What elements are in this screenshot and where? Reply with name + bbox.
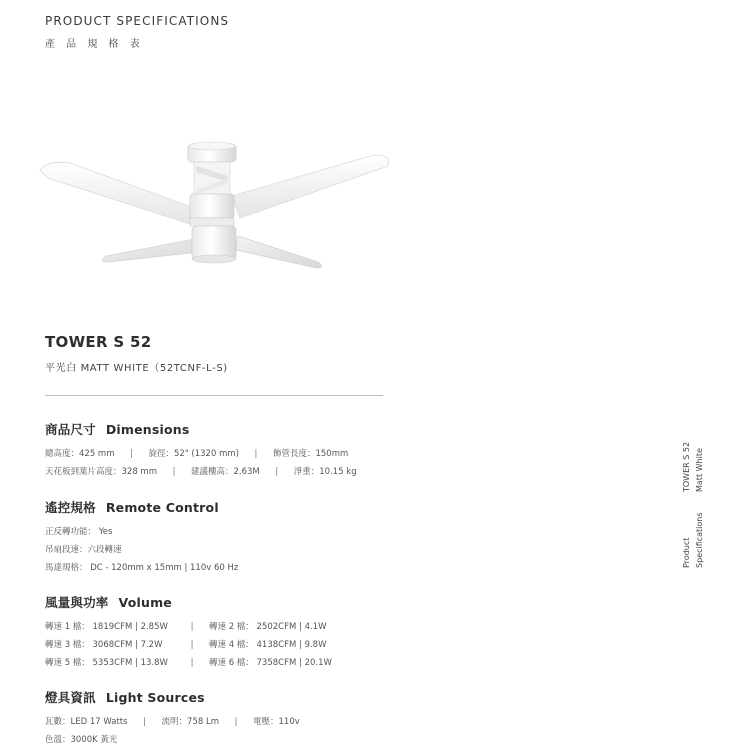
- remote-row: 馬達規格： DC - 120mm x 15mm | 110v 60 Hz: [45, 563, 239, 573]
- light-section: [45, 688, 300, 749]
- side-product-label: Product Specifications: [682, 512, 704, 568]
- remote-row: 吊扇段速：六段轉速: [45, 545, 122, 555]
- fan-blade-back-right: [232, 155, 389, 218]
- fan-blade-front-right: [236, 236, 322, 268]
- volume-section: [45, 593, 332, 672]
- fan-blade-back-left: [40, 162, 200, 226]
- dimensions-row: 總高度：425 mm | 旋徑：52" (1320 mm) | 飾管長度：150mm: [45, 449, 349, 459]
- remote-row: 正反轉功能： Yes: [45, 527, 113, 537]
- header-title-zh: 產 品 規 格 表: [45, 39, 144, 50]
- product-finish: 平光白 MATT WHITE（52TCNF-L-S): [45, 363, 228, 374]
- volume-heading: 風量與功率 Volume: [45, 595, 172, 610]
- header-title-en: PRODUCT SPECIFICATIONS: [45, 14, 230, 28]
- light-row: 色溫：3000K 黃光: [45, 735, 118, 745]
- light-heading: 燈具資訊 Light Sources: [45, 690, 205, 705]
- volume-row: 轉速 5 檔： 5353CFM | 13.8W | 轉速 6 檔： 7358CFM | 20.1W: [45, 658, 332, 668]
- volume-row: 轉速 3 檔： 3068CFM | 7.2W | 轉速 4 檔： 4138CFM | 9.8W: [45, 640, 327, 650]
- side-model-label: TOWER S 52 Matt White: [682, 441, 704, 492]
- fan-blade-front-left: [102, 238, 200, 262]
- light-row: 瓦數：LED 17 Watts | 流明：758 Lm | 電壓：110v: [45, 717, 300, 727]
- dimensions-row: 天花板到葉片高度：328 mm | 建議樓高：2.63M | 淨重：10.15 kg: [45, 467, 357, 477]
- dimensions-section: [45, 420, 357, 481]
- volume-row: 轉速 1 檔： 1819CFM | 2.85W | 轉速 2 檔： 2502CFM | 4.1W: [45, 622, 327, 632]
- remote-heading: 遙控規格 Remote Control: [45, 500, 219, 515]
- product-name: TOWER S 52: [45, 333, 152, 351]
- remote-section: [45, 498, 238, 577]
- dimensions-heading: 商品尺寸 Dimensions: [45, 422, 190, 437]
- divider: [45, 395, 383, 396]
